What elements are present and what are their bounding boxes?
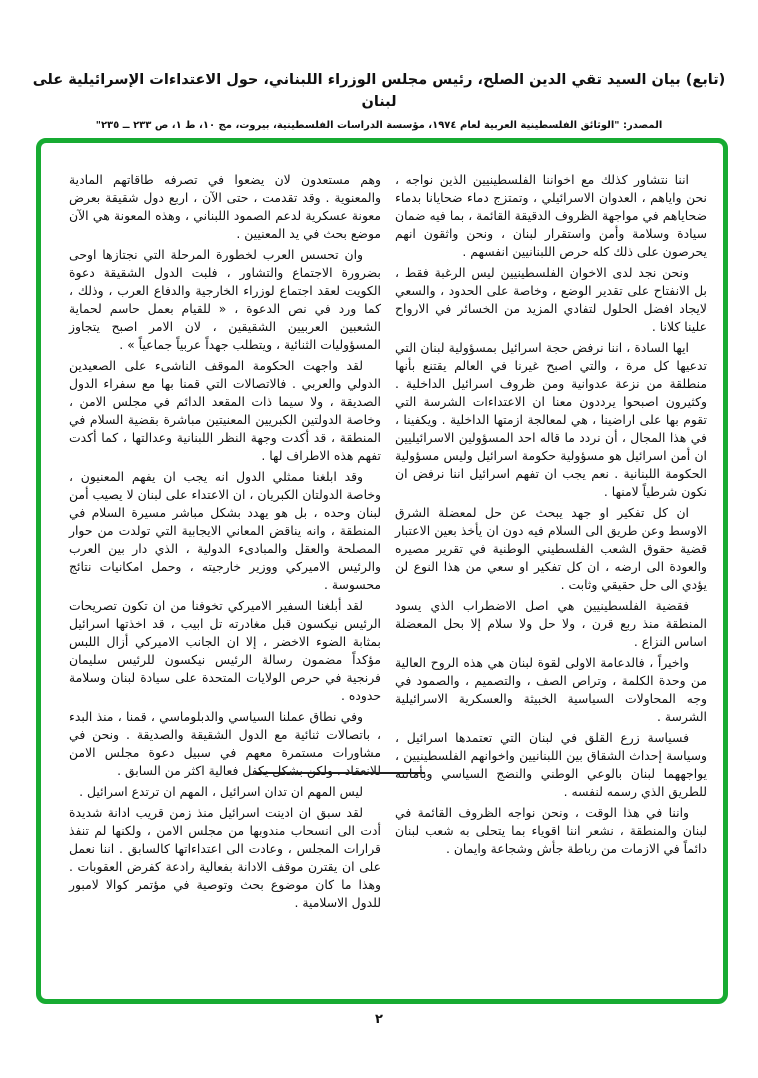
paragraph: ان كل تفكير او جهد يبحث عن حل لمعضلة الشرق الاوسط وعن طريق الى السلام فيه دون ان يأخذ بعين الاعتبار قضية حقوق الشعب الفلسطيني الوطنية في تقرير مصيره والعودة الى ارضه ، ان كل تفكير او سعي من هذا النوع لن يؤدي الى حل حقيقي وثابت . (395, 505, 707, 592)
paragraph: ليس المهم ان تدان اسرائيل ، المهم ان ترتدع اسرائيل . (79, 784, 363, 799)
paragraph: فقضية الفلسطينيين هي اصل الاضطراب الذي يسود المنطقة منذ ربع قرن ، ولا حل ولا سلام إلا بحل المعضلة اساس النزاع . (395, 598, 707, 649)
page-title: (تابع) بيان السيد تقي الدين الصلح، رئيس مجلس الوزراء اللبناني، حول الاعتداءات الإسرائيلية على لبنان (32, 72, 726, 110)
document-header (30, 70, 728, 131)
paragraph: وهم مستعدون لان يضعوا في تصرفه طاقاتهم المادية والمعنوية . وقد تقدمت ، حتى الآن ، اربع دول شقيقة بعرض معونة عسكرية لدعم الصمود اللبناني ، وهذه المعونة هي الآن موضع بحث في يد المعنيين . (69, 172, 381, 241)
paragraph: وقد ابلغنا ممثلي الدول انه يجب ان يفهم المعنيون ، وخاصة الدولتان الكبريان ، ان الاعتداء على لبنان لا يصيب أمن لبنان وحده ، بل هو يهدد بشكل مباشر مسيرة السلام في المنطقة ، وانه يناقض المعاني الايجابية التي تولدت من حوار المصلحة والعقل والمبادىء الدولية ، الذي دار بين العرب والرئيس الاميركي ووزير خارجيته ، وحمل امكانيات نتائج محسوسة . (69, 469, 381, 592)
paragraph: لقد أبلغنا السفير الاميركي تخوفنا من ان تكون تصريحات الرئيس نيكسون قبل مغادرته تل ابيب ، قد اخذتها اسرائيل بمثابة الضوء الاخضر ، إلا ان الجانب الاميركي أزال اللبس مؤكداً مضمون رسالة الرئيس نيكسون للرئيس سليمان فرنجية في حرص الولايات المتحدة على سيادة لبنان وسلامة حدوده . (69, 598, 381, 703)
document-frame (36, 138, 728, 1004)
paragraph: فسياسة زرع القلق في لبنان التي تعتمدها اسرائيل ، وسياسة إحداث الشقاق بين اللبنانيين واخوانهم الفلسطينيين ، يواجههما لبنان بالوعي الوطني والنضج السياسي وبأمانته للطريق الذي رسمه لنفسه . (395, 730, 707, 799)
section-divider (255, 772, 425, 774)
right-column (69, 171, 381, 915)
text-columns (69, 171, 707, 915)
paragraph: لقد واجهت الحكومة الموقف الناشىء على الصعيدين الدولي والعربي . فالاتصالات التي قمنا بها مع سفراء الدول الصديقة ، ولا سيما ذات المقعد الدائم في مجلس الامن ، وخاصة الدولتين الكبريين المعنيتين مباشرة بقضية السلام في المنطقة ، قد أكدت وجهة النظر اللبنانية وعدالتها ، كما أكدت تفهم هذه الاطراف لها . (69, 358, 381, 463)
paragraph: واننا في هذا الوقت ، ونحن نواجه الظروف القائمة في لبنان والمنطقة ، نشعر اننا اقوياء بما يتحلى به شعب لبنان دائماً في الازمات من رباطة جأش وشجاعة وايمان . (395, 805, 707, 856)
paragraph: ايها السادة ، اننا نرفض حجة اسرائيل بمسؤولية لبنان التي تدعيها كل مرة ، والتي اصبح غيرنا في العالم يقتنع بأنها منطلقة من نزعة عدوانية ومن ظروف اسرائيل الداخلية . وكثيرون اصبحوا يرددون معنا ان الاعتداءات الشرسة التي تقوم بها على اراضينا ، هي لمعالجة ازمتها الداخلية . ويكفينا ، في هذا المجال ، أن نردد ما قاله احد المسؤولين الاسرائيليين ان أمن اسرائيل هو مسؤولية حكومة اسرائيل وليس مسؤولية الحكومة اللبنانية . نعم يجب ان تفهم اسرائيل اننا نرفض ان نكون شرطياً لامنها . (395, 340, 707, 499)
paragraph: ونحن نجد لدى الاخوان الفلسطينيين ليس الرغبة فقط ، بل الانفتاح على تقدير الوضع ، وخاصة على الحدود ، والسعي لايجاد افضل الحلول لتفادي المزيد من الخسائر في الارواح علينا كلانا . (395, 265, 707, 334)
source-line: المصدر: "الوثائق الفلسطينية العربية لعام ١٩٧٤، مؤسسة الدراسات الفلسطينية، بيروت، مج ١٠، ط ١، ص ٢٣٣ ــ ٢٣٥" (95, 119, 663, 131)
paragraph: واخيراً ، فالدعامة الاولى لقوة لبنان هي هذه الروح العالية من وحدة الكلمة ، وتراص الصف ، والتصميم ، والصمود في وجه المحاولات السياسية الخبيثة والعسكرية الاسرائيلية الشرسة . (395, 655, 707, 724)
paragraph: وفي نطاق عملنا السياسي والدبلوماسي ، قمنا ، منذ البدء ، باتصالات ثنائية مع الدول الشقيقة والصديقة . ونحن في مشاورات مستمرة معهم في سبيل دعوة مجلس الامن للانعقاد ، ولكن بشكل يكفل فعالية اكثر من السابق . (69, 709, 381, 778)
page-number: ٢ (375, 1012, 383, 1027)
paragraph: اننا نتشاور كذلك مع اخواننا الفلسطينيين الذين نواجه ، نحن واياهم ، العدوان الاسرائيلي ، وتمتزج دماء ضحايانا بدماء ضحاياهم في مواجهة الظروف الدقيقة القائمة ، بما فيه ضمان سيادة وسلامة وأمن واستقرار لبنان ، ونحن واثقون انهم يحرصون على ذلك كله حرص اللبنانيين انفسهم . (395, 172, 707, 259)
paragraph: لقد سبق ان ادينت اسرائيل منذ زمن قريب ادانة شديدة أدت الى انسحاب مندوبها من مجلس الامن ، ولكنها لم تنفذ قرارات المجلس ، وعادت الى اعتداءاتها كالسابق . اننا نعمل على ان يقترن موقف الادانة بفعالية رادعة كفرض العقوبات . وهذا ما كان موضوع بحث وتوصية في مؤتمر كوالا لامبور للدول الاسلامية . (69, 805, 381, 910)
paragraph: وان تحسس العرب لخطورة المرحلة التي نجتازها اوحى بضرورة الاجتماع والتشاور ، فلبت الدول الشقيقة دعوة الكويت لعقد اجتماع لوزراء الخارجية والدفاع العرب ، وذلك ، كما ورد في نص الدعوة ، « للقيام بعمل حاسم لحماية الشعبين العربيين الشقيقين ، لان الامر اصبح يتجاوز المسؤوليات الثنائية ، ويتطلب جهداً عربياً جماعياً » . (69, 247, 381, 352)
left-column (395, 171, 707, 915)
